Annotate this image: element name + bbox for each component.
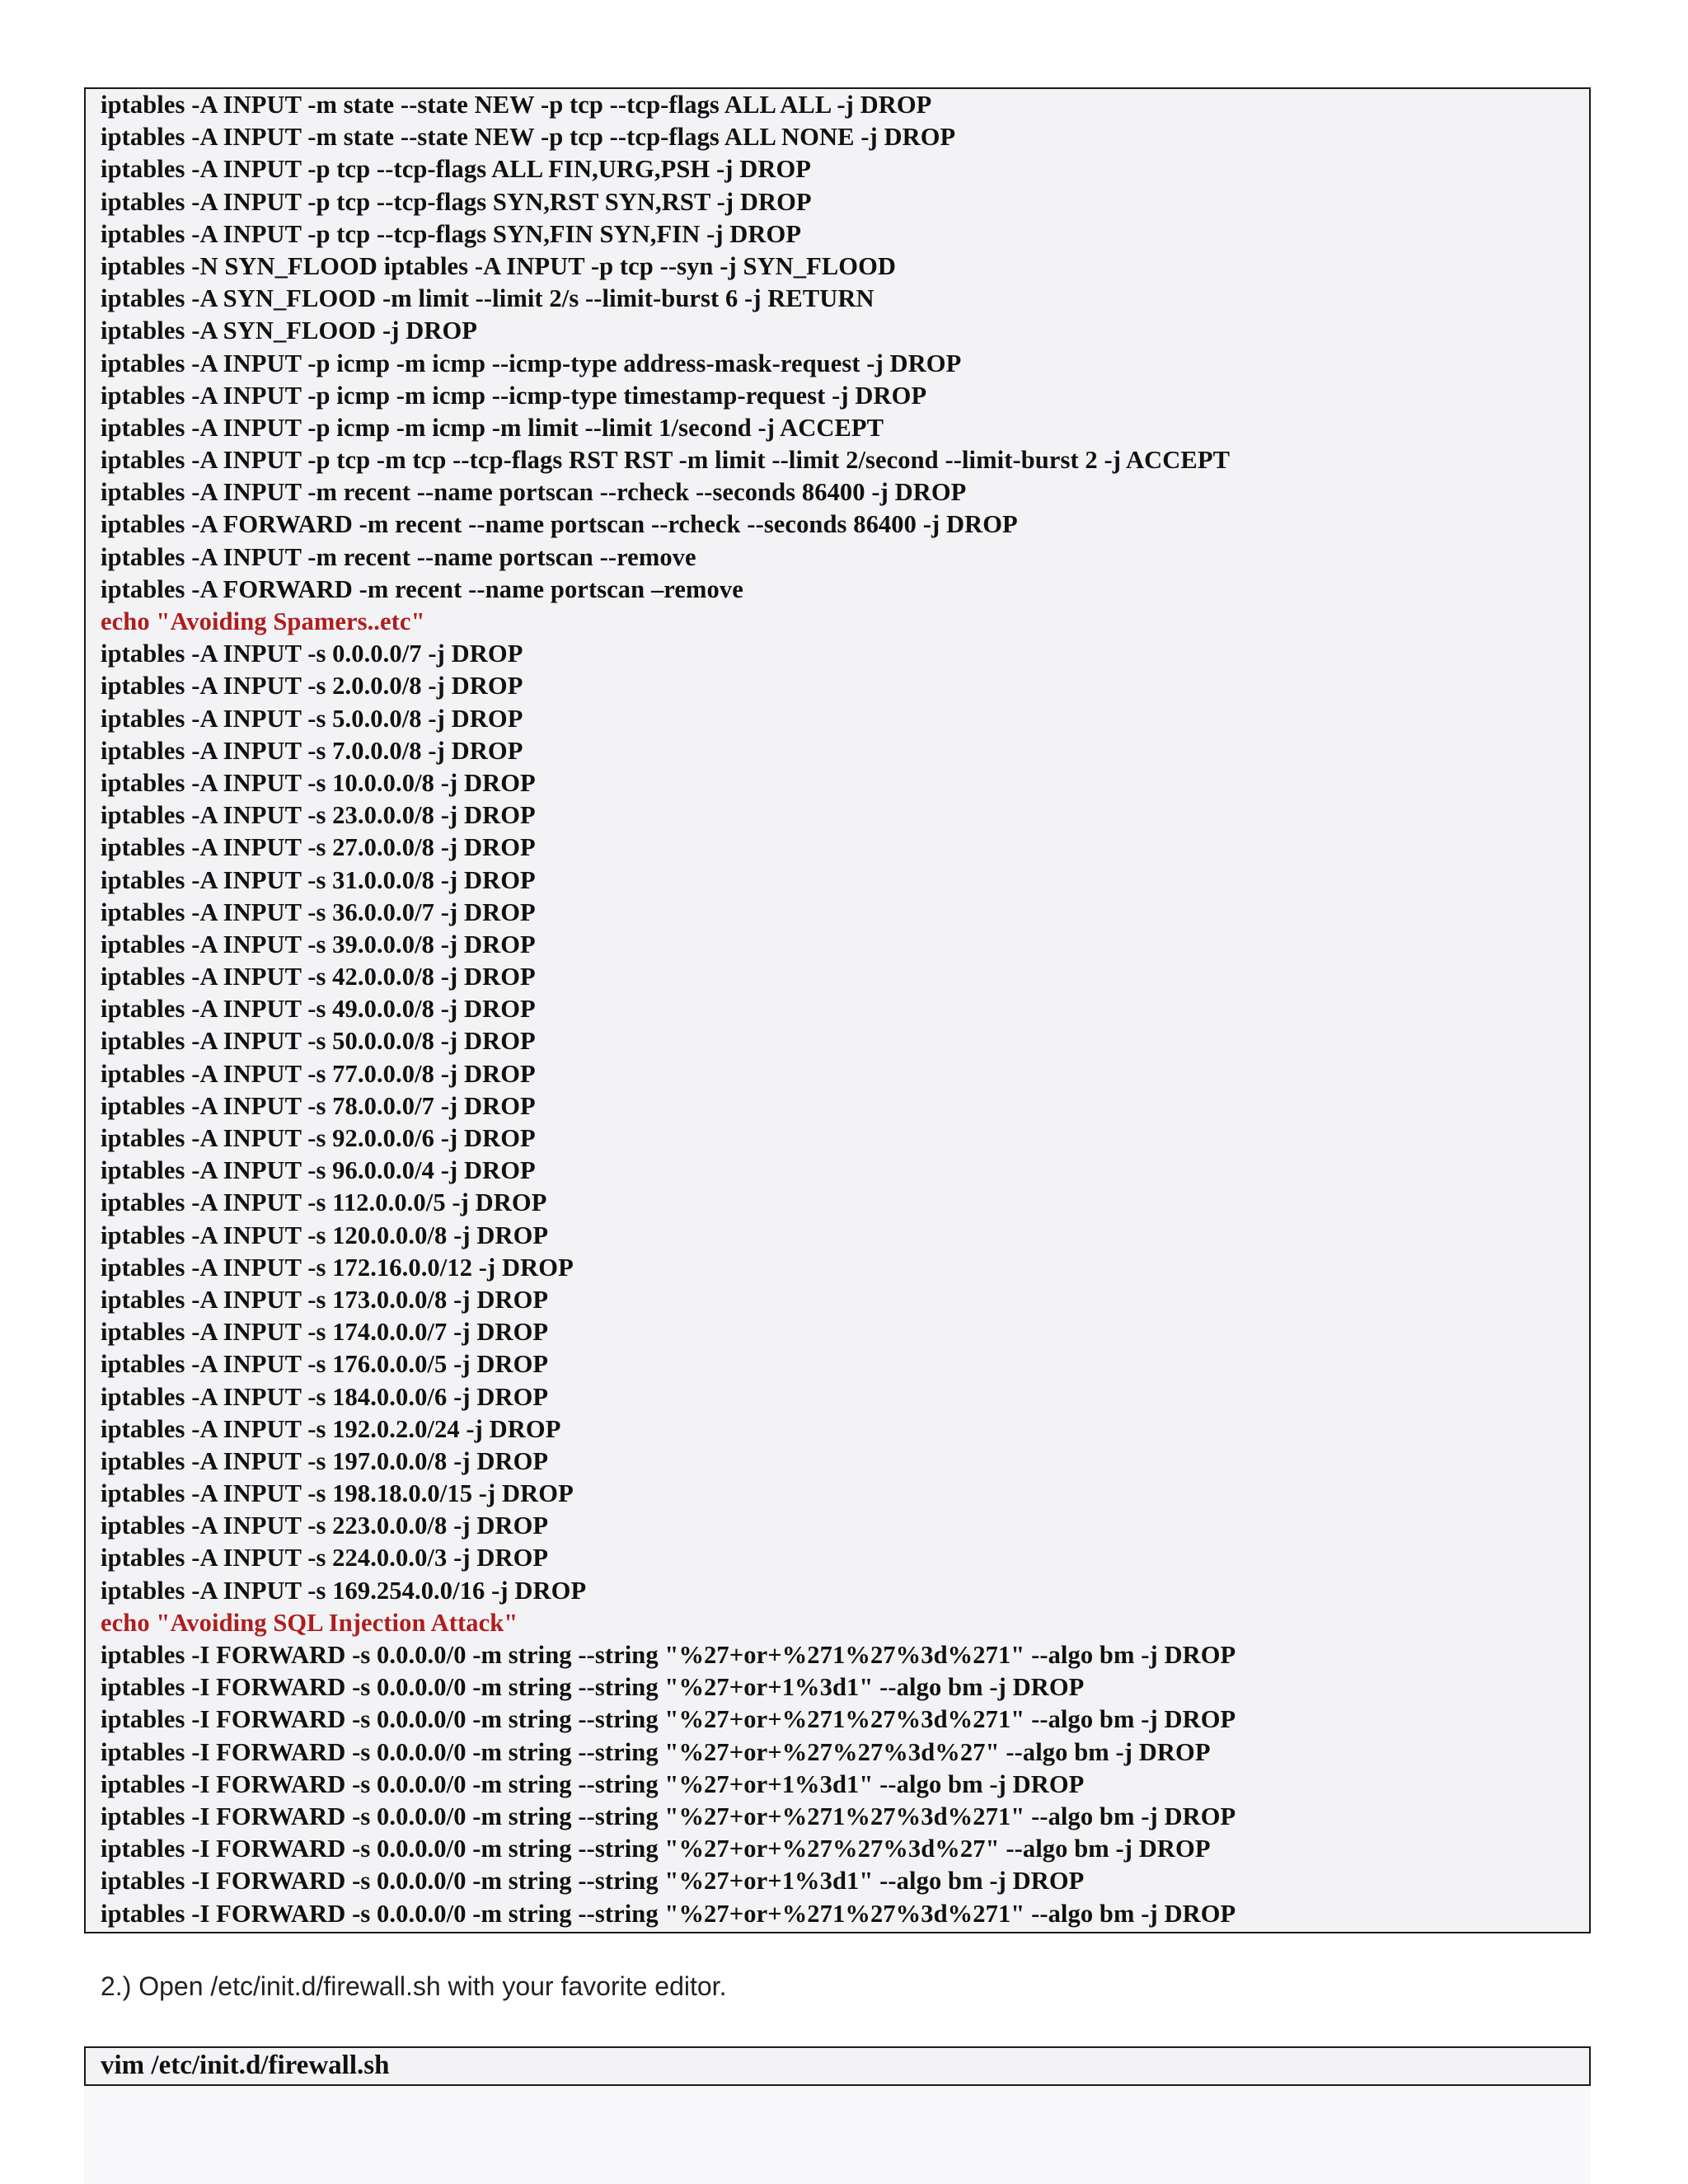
code-line: iptables -I FORWARD -s 0.0.0.0/0 -m string --string "%27+or+%271%27%3d%271" --algo bm -j DROP [101, 1899, 1236, 1928]
code-line: iptables -A INPUT -s 223.0.0.0/8 -j DROP [101, 1511, 549, 1540]
code-line: iptables -I FORWARD -s 0.0.0.0/0 -m string --string "%27+or+1%3d1" --algo bm -j DROP [101, 1673, 1085, 1702]
page-bottom-shade [84, 2086, 1591, 2184]
code-line: iptables -A INPUT -s 92.0.0.0/6 -j DROP [101, 1124, 536, 1152]
code-line: iptables -A FORWARD -m recent --name portscan --rcheck --seconds 86400 -j DROP [101, 510, 1018, 539]
code-line: iptables -A FORWARD -m recent --name portscan –remove [101, 574, 743, 603]
code-line: iptables -A INPUT -s 5.0.0.0/8 -j DROP [101, 704, 523, 733]
code-line: iptables -A INPUT -s 96.0.0.0/4 -j DROP [101, 1156, 536, 1185]
code-line: iptables -A INPUT -s 192.0.2.0/24 -j DROP [101, 1414, 561, 1443]
code-line: iptables -A INPUT -s 0.0.0.0/7 -j DROP [101, 640, 523, 668]
code-line: iptables -A INPUT -s 27.0.0.0/8 -j DROP [101, 833, 536, 862]
code-line: iptables -A INPUT -s 198.18.0.0/15 -j DROP [101, 1479, 574, 1508]
code-line: iptables -A INPUT -s 42.0.0.0/8 -j DROP [101, 963, 536, 991]
code-line: iptables -A INPUT -s 78.0.0.0/7 -j DROP [101, 1091, 536, 1120]
code-line: iptables -A INPUT -s 174.0.0.0/7 -j DROP [101, 1318, 549, 1347]
code-line: iptables -A INPUT -p icmp -m icmp -m limit --limit 1/second -j ACCEPT [101, 413, 884, 442]
code-line: iptables -A INPUT -p icmp -m icmp --icmp-type address-mask-request -j DROP [101, 349, 962, 377]
code-line: iptables -A INPUT -s 173.0.0.0/8 -j DROP [101, 1285, 549, 1314]
code-line: iptables -A INPUT -s 49.0.0.0/8 -j DROP [101, 995, 536, 1024]
code-line: iptables -A INPUT -m recent --name portscan --rcheck --seconds 86400 -j DROP [101, 478, 967, 507]
code-line: iptables -A INPUT -p tcp --tcp-flags SYN,RST SYN,RST -j DROP [101, 187, 812, 216]
code-line: iptables -I FORWARD -s 0.0.0.0/0 -m string --string "%27+or+%271%27%3d%271" --algo bm -j DROP [101, 1802, 1236, 1830]
code-line: iptables -A INPUT -s 184.0.0.0/6 -j DROP [101, 1382, 549, 1411]
code-line: iptables -A INPUT -p tcp --tcp-flags SYN,FIN SYN,FIN -j DROP [101, 219, 802, 248]
code-line: iptables -A INPUT -s 10.0.0.0/8 -j DROP [101, 768, 536, 797]
echo-line: echo "Avoiding SQL Injection Attack" [101, 1608, 518, 1637]
vim-command-text: vim /etc/init.d/firewall.sh [101, 2050, 390, 2080]
code-line: iptables -A INPUT -s 112.0.0.0/5 -j DROP [101, 1188, 547, 1217]
code-line: iptables -I FORWARD -s 0.0.0.0/0 -m string --string "%27+or+%271%27%3d%271" --algo bm -j DROP [101, 1641, 1236, 1669]
code-line: iptables -A INPUT -s 224.0.0.0/3 -j DROP [101, 1544, 549, 1572]
vim-command-box [84, 2046, 1591, 2086]
code-line: iptables -A INPUT -m recent --name portscan --remove [101, 542, 696, 571]
code-line: iptables -A INPUT -s 36.0.0.0/7 -j DROP [101, 898, 536, 926]
code-line: iptables -A INPUT -p tcp -m tcp --tcp-flags RST RST -m limit --limit 2/second --limit-burst 2 -j ACCEPT [101, 446, 1231, 475]
code-line: iptables -I FORWARD -s 0.0.0.0/0 -m string --string "%27+or+%27%27%3d%27" --algo bm -j DROP [101, 1737, 1211, 1766]
code-line: iptables -A INPUT -p icmp -m icmp --icmp-type timestamp-request -j DROP [101, 381, 927, 410]
code-line: iptables -A INPUT -s 7.0.0.0/8 -j DROP [101, 736, 523, 765]
code-line: iptables -A INPUT -m state --state NEW -p tcp --tcp-flags ALL NONE -j DROP [101, 123, 956, 152]
code-line: iptables -A SYN_FLOOD -m limit --limit 2/s --limit-burst 6 -j RETURN [101, 284, 874, 313]
code-line: iptables -I FORWARD -s 0.0.0.0/0 -m string --string "%27+or+1%3d1" --algo bm -j DROP [101, 1867, 1085, 1896]
code-line: iptables -A INPUT -s 197.0.0.0/8 -j DROP [101, 1446, 549, 1475]
code-line: iptables -A INPUT -s 120.0.0.0/8 -j DROP [101, 1221, 549, 1249]
iptables-code-block [84, 87, 1591, 1933]
code-line: iptables -A INPUT -s 39.0.0.0/8 -j DROP [101, 930, 536, 958]
code-line: iptables -A INPUT -s 50.0.0.0/8 -j DROP [101, 1027, 536, 1056]
code-line: iptables -A INPUT -s 169.254.0.0/16 -j DROP [101, 1576, 587, 1605]
code-line: iptables -I FORWARD -s 0.0.0.0/0 -m string --string "%27+or+1%3d1" --algo bm -j DROP [101, 1769, 1085, 1798]
code-line: iptables -A INPUT -p tcp --tcp-flags ALL FIN,URG,PSH -j DROP [101, 155, 811, 184]
code-line: iptables -A INPUT -s 172.16.0.0/12 -j DROP [101, 1253, 574, 1282]
step-instruction: 2.) Open /etc/init.d/firewall.sh with your favorite editor. [101, 1971, 727, 2001]
code-line: iptables -I FORWARD -s 0.0.0.0/0 -m string --string "%27+or+%27%27%3d%27" --algo bm -j DROP [101, 1835, 1211, 1863]
code-line: iptables -A INPUT -s 77.0.0.0/8 -j DROP [101, 1059, 536, 1088]
code-line: iptables -N SYN_FLOOD iptables -A INPUT -p tcp --syn -j SYN_FLOOD [101, 251, 897, 280]
code-line: iptables -A INPUT -s 176.0.0.0/5 -j DROP [101, 1350, 549, 1379]
code-line: iptables -A INPUT -s 2.0.0.0/8 -j DROP [101, 672, 523, 701]
code-line: iptables -I FORWARD -s 0.0.0.0/0 -m string --string "%27+or+%271%27%3d%271" --algo bm -j DROP [101, 1705, 1236, 1734]
echo-line: echo "Avoiding Spamers..etc" [101, 607, 425, 635]
code-line: iptables -A INPUT -s 23.0.0.0/8 -j DROP [101, 801, 536, 830]
code-line: iptables -A INPUT -s 31.0.0.0/8 -j DROP [101, 865, 536, 894]
code-line: iptables -A SYN_FLOOD -j DROP [101, 316, 478, 345]
code-line: iptables -A INPUT -m state --state NEW -p tcp --tcp-flags ALL ALL -j DROP [101, 91, 932, 119]
